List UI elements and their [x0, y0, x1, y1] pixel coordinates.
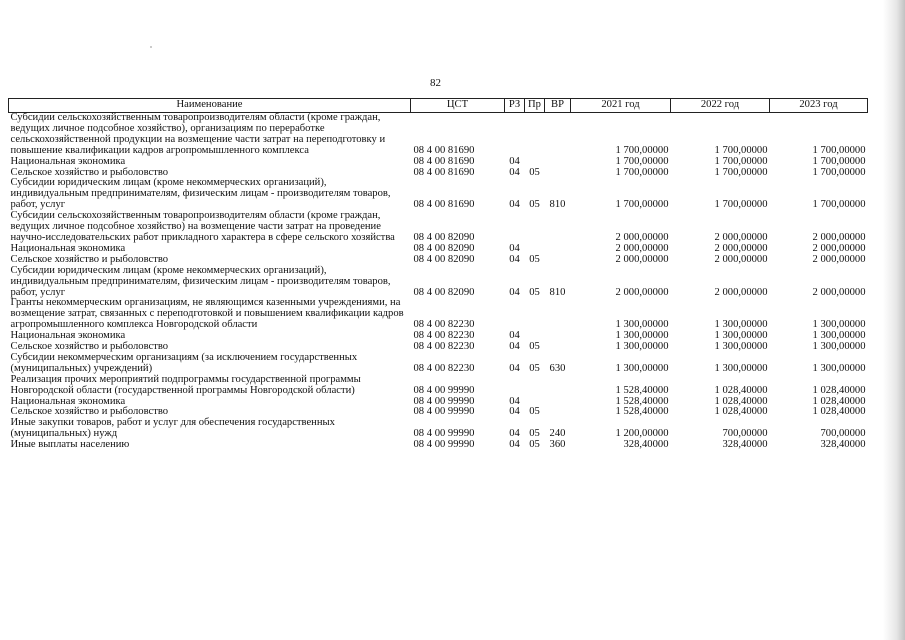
- cell-cst: 08 4 00 82230: [413, 319, 475, 331]
- cell-rz: 04: [509, 166, 520, 178]
- table-row: [9, 418, 868, 440]
- cell-rz: [505, 211, 525, 244]
- cell-cst: 08 4 00 82230: [413, 362, 475, 374]
- cell-y2022: 1 300,00000: [714, 341, 768, 353]
- cell-vr: [545, 244, 571, 255]
- table-row: [9, 113, 868, 157]
- scan-edge-shadow: [883, 0, 905, 640]
- cell-pr: 05: [529, 439, 540, 451]
- cell-vr: [545, 375, 571, 397]
- cell-y2021: 1 700,00000: [615, 144, 669, 156]
- cell-y2021: 1 300,00000: [615, 341, 669, 353]
- cell-vr: 810: [549, 199, 566, 211]
- cell-name: Национальная экономика: [10, 330, 126, 342]
- cell-y2023: 700,00000: [820, 428, 866, 440]
- cell-y2022: 1 028,40000: [714, 406, 768, 418]
- cell-vr: [545, 255, 571, 266]
- cell-y2023: 1 028,40000: [812, 384, 866, 396]
- cell-vr: [545, 211, 571, 244]
- cell-name: Иные закупки товаров, работ и услуг для обеспечения государственных (муниципальных) нужд: [10, 417, 335, 440]
- cell-name: Сельское хозяйство и рыболовство: [10, 341, 169, 353]
- table-row: [9, 440, 868, 451]
- cell-rz: 04: [509, 406, 520, 418]
- cell-name: Иные выплаты населению: [10, 439, 130, 451]
- cell-name: Национальная экономика: [10, 242, 126, 254]
- cell-y2023: 1 700,00000: [812, 166, 866, 178]
- header-cst: ЦСТ: [411, 99, 505, 113]
- cell-pr: [525, 375, 545, 397]
- cell-rz: [505, 298, 525, 331]
- cell-y2023: 1 300,00000: [812, 330, 866, 342]
- cell-y2023: 1 700,00000: [812, 155, 866, 167]
- cell-name: Субсидии сельскохозяйственным товаропроизводителям области (кроме граждан, ведущих личное подсобное хозяйство) на возмещение части затрат на проведение научно-исследовательских работ прикладного характера в сфере сельского хозяйства: [10, 210, 395, 243]
- table-row: [9, 211, 868, 244]
- cell-pr: [525, 211, 545, 244]
- cell-cst: 08 4 00 81690: [413, 199, 475, 211]
- cell-pr: 05: [529, 286, 540, 298]
- cell-y2023: 1 700,00000: [812, 199, 866, 211]
- header-2021: 2021 год: [571, 99, 671, 113]
- cell-pr: [525, 157, 545, 168]
- cell-cst: 08 4 00 82090: [413, 231, 475, 243]
- cell-pr: 05: [529, 428, 540, 440]
- cell-rz: 04: [509, 439, 520, 451]
- cell-rz: 04: [509, 330, 520, 342]
- cell-name: Субсидии юридическим лицам (кроме некоммерческих организаций), индивидуальным предпринимателям, физическим лицам - производителям товаров, работ, услуг: [10, 264, 391, 298]
- header-rz: РЗ: [505, 99, 525, 113]
- cell-cst: 08 4 00 99990: [413, 428, 475, 440]
- cell-y2021: 1 300,00000: [615, 319, 669, 331]
- cell-name: Сельское хозяйство и рыболовство: [10, 166, 169, 178]
- cell-cst: 08 4 00 82090: [413, 253, 475, 265]
- cell-y2021: 1 528,40000: [615, 406, 669, 418]
- cell-cst: 08 4 00 81690: [413, 155, 475, 167]
- cell-cst: 08 4 00 82090: [413, 286, 475, 298]
- cell-y2023: 2 000,00000: [812, 231, 866, 243]
- cell-y2022: 1 028,40000: [714, 384, 768, 396]
- cell-y2022: 328,40000: [722, 439, 768, 451]
- cell-name: Реализация прочих мероприятий подпрограммы государственной программы Новгородской области (государственной программы Новгородской области): [10, 373, 361, 396]
- table-row: [9, 298, 868, 331]
- cell-name: Субсидии юридическим лицам (кроме некоммерческих организаций), индивидуальным предпринимателям, физическим лицам - производителям товаров, работ, услуг: [10, 177, 391, 211]
- cell-rz: 04: [509, 155, 520, 167]
- table-row: [9, 157, 868, 168]
- cell-vr: [545, 342, 571, 353]
- cell-vr: [545, 331, 571, 342]
- page-number: 82: [430, 77, 441, 89]
- cell-y2022: 1 700,00000: [714, 166, 768, 178]
- cell-y2021: 328,40000: [623, 439, 669, 451]
- cell-vr: 630: [549, 362, 566, 374]
- table-row: [9, 266, 868, 299]
- cell-y2022: 1 300,00000: [714, 319, 768, 331]
- cell-vr: [545, 113, 571, 157]
- cell-y2022: 1 300,00000: [714, 362, 768, 374]
- cell-name: Субсидии сельскохозяйственным товаропроизводителям области (кроме граждан, ведущих личное подсобное хозяйство), организациям по переработке сельскохозяйственной продукции на возмещение части затрат на переподготовку и повышение квалификации кадров агропромышленного комплекса: [10, 112, 386, 156]
- cell-rz: 04: [509, 286, 520, 298]
- cell-pr: [525, 298, 545, 331]
- header-2023: 2023 год: [770, 99, 868, 113]
- cell-rz: 04: [509, 395, 520, 407]
- header-pr: Пр: [525, 99, 545, 113]
- cell-vr: 810: [549, 286, 566, 298]
- cell-y2022: 1 700,00000: [714, 199, 768, 211]
- cell-vr: 360: [549, 439, 566, 451]
- cell-cst: 08 4 00 82090: [413, 242, 475, 254]
- cell-vr: [545, 397, 571, 408]
- cell-vr: [545, 298, 571, 331]
- cell-pr: 05: [529, 166, 540, 178]
- header-2022: 2022 год: [671, 99, 770, 113]
- cell-y2022: 2 000,00000: [714, 253, 768, 265]
- cell-y2021: 1 700,00000: [615, 166, 669, 178]
- budget-table: [8, 98, 868, 451]
- cell-rz: 04: [509, 242, 520, 254]
- cell-y2021: 2 000,00000: [615, 231, 669, 243]
- cell-y2021: 1 528,40000: [615, 384, 669, 396]
- cell-y2021: 2 000,00000: [615, 253, 669, 265]
- cell-y2022: 2 000,00000: [714, 231, 768, 243]
- cell-y2023: 2 000,00000: [812, 253, 866, 265]
- cell-rz: 04: [509, 199, 520, 211]
- cell-pr: 05: [529, 199, 540, 211]
- cell-name: Сельское хозяйство и рыболовство: [10, 253, 169, 265]
- cell-name: Субсидии некоммерческим организациям (за исключением государственных (муниципальных) учреждений): [10, 351, 358, 374]
- cell-rz: [505, 375, 525, 397]
- cell-y2023: 1 700,00000: [812, 144, 866, 156]
- cell-y2021: 1 200,00000: [615, 428, 669, 440]
- cell-y2021: 1 300,00000: [615, 330, 669, 342]
- cell-rz: 04: [509, 341, 520, 353]
- table-header-row: [9, 99, 868, 113]
- header-name: Наименование: [9, 99, 411, 113]
- cell-cst: 08 4 00 99990: [413, 406, 475, 418]
- cell-pr: [525, 113, 545, 157]
- cell-y2021: 1 300,00000: [615, 362, 669, 374]
- cell-y2023: 1 028,40000: [812, 406, 866, 418]
- cell-y2022: 1 700,00000: [714, 144, 768, 156]
- cell-name: Национальная экономика: [10, 395, 126, 407]
- cell-rz: 04: [509, 253, 520, 265]
- cell-name: Сельское хозяйство и рыболовство: [10, 406, 169, 418]
- cell-y2021: 2 000,00000: [615, 286, 669, 298]
- cell-y2022: 1 700,00000: [714, 155, 768, 167]
- cell-y2023: 2 000,00000: [812, 242, 866, 254]
- cell-pr: 05: [529, 341, 540, 353]
- cell-vr: [545, 157, 571, 168]
- cell-y2022: 2 000,00000: [714, 286, 768, 298]
- table-row: [9, 178, 868, 211]
- table-row: [9, 375, 868, 397]
- cell-y2021: 1 700,00000: [615, 199, 669, 211]
- cell-y2021: 1 528,40000: [615, 395, 669, 407]
- cell-y2023: 1 300,00000: [812, 341, 866, 353]
- cell-y2022: 2 000,00000: [714, 242, 768, 254]
- cell-y2021: 2 000,00000: [615, 242, 669, 254]
- cell-cst: 08 4 00 81690: [413, 144, 475, 156]
- cell-cst: 08 4 00 99990: [413, 384, 475, 396]
- cell-y2023: 328,40000: [820, 439, 866, 451]
- cell-name: Национальная экономика: [10, 155, 126, 167]
- cell-name: Гранты некоммерческим организациям, не являющимся казенными учреждениями, на возмещение затрат, связанных с переподготовкой и повышением квалификации кадров агропромышленного комплекса Новгородской области: [10, 297, 404, 331]
- cell-y2022: 1 300,00000: [714, 330, 768, 342]
- cell-pr: 05: [529, 406, 540, 418]
- cell-cst: 08 4 00 99990: [413, 439, 475, 451]
- cell-y2023: 1 028,40000: [812, 395, 866, 407]
- cell-cst: 08 4 00 82230: [413, 341, 475, 353]
- cell-y2022: 1 028,40000: [714, 395, 768, 407]
- scan-speck: [150, 46, 152, 48]
- cell-vr: [545, 168, 571, 179]
- cell-y2023: 1 300,00000: [812, 362, 866, 374]
- cell-vr: [545, 407, 571, 418]
- cell-y2023: 2 000,00000: [812, 286, 866, 298]
- header-vr: ВР: [545, 99, 571, 113]
- cell-y2021: 1 700,00000: [615, 155, 669, 167]
- table-row: [9, 353, 868, 375]
- cell-rz: 04: [509, 428, 520, 440]
- cell-rz: [505, 113, 525, 157]
- cell-pr: 05: [529, 362, 540, 374]
- cell-cst: 08 4 00 81690: [413, 166, 475, 178]
- cell-rz: 04: [509, 362, 520, 374]
- cell-y2023: 1 300,00000: [812, 319, 866, 331]
- cell-pr: 05: [529, 253, 540, 265]
- cell-y2022: 700,00000: [722, 428, 768, 440]
- cell-cst: 08 4 00 99990: [413, 395, 475, 407]
- cell-cst: 08 4 00 82230: [413, 330, 475, 342]
- table-body: [9, 113, 868, 452]
- cell-vr: 240: [549, 428, 566, 440]
